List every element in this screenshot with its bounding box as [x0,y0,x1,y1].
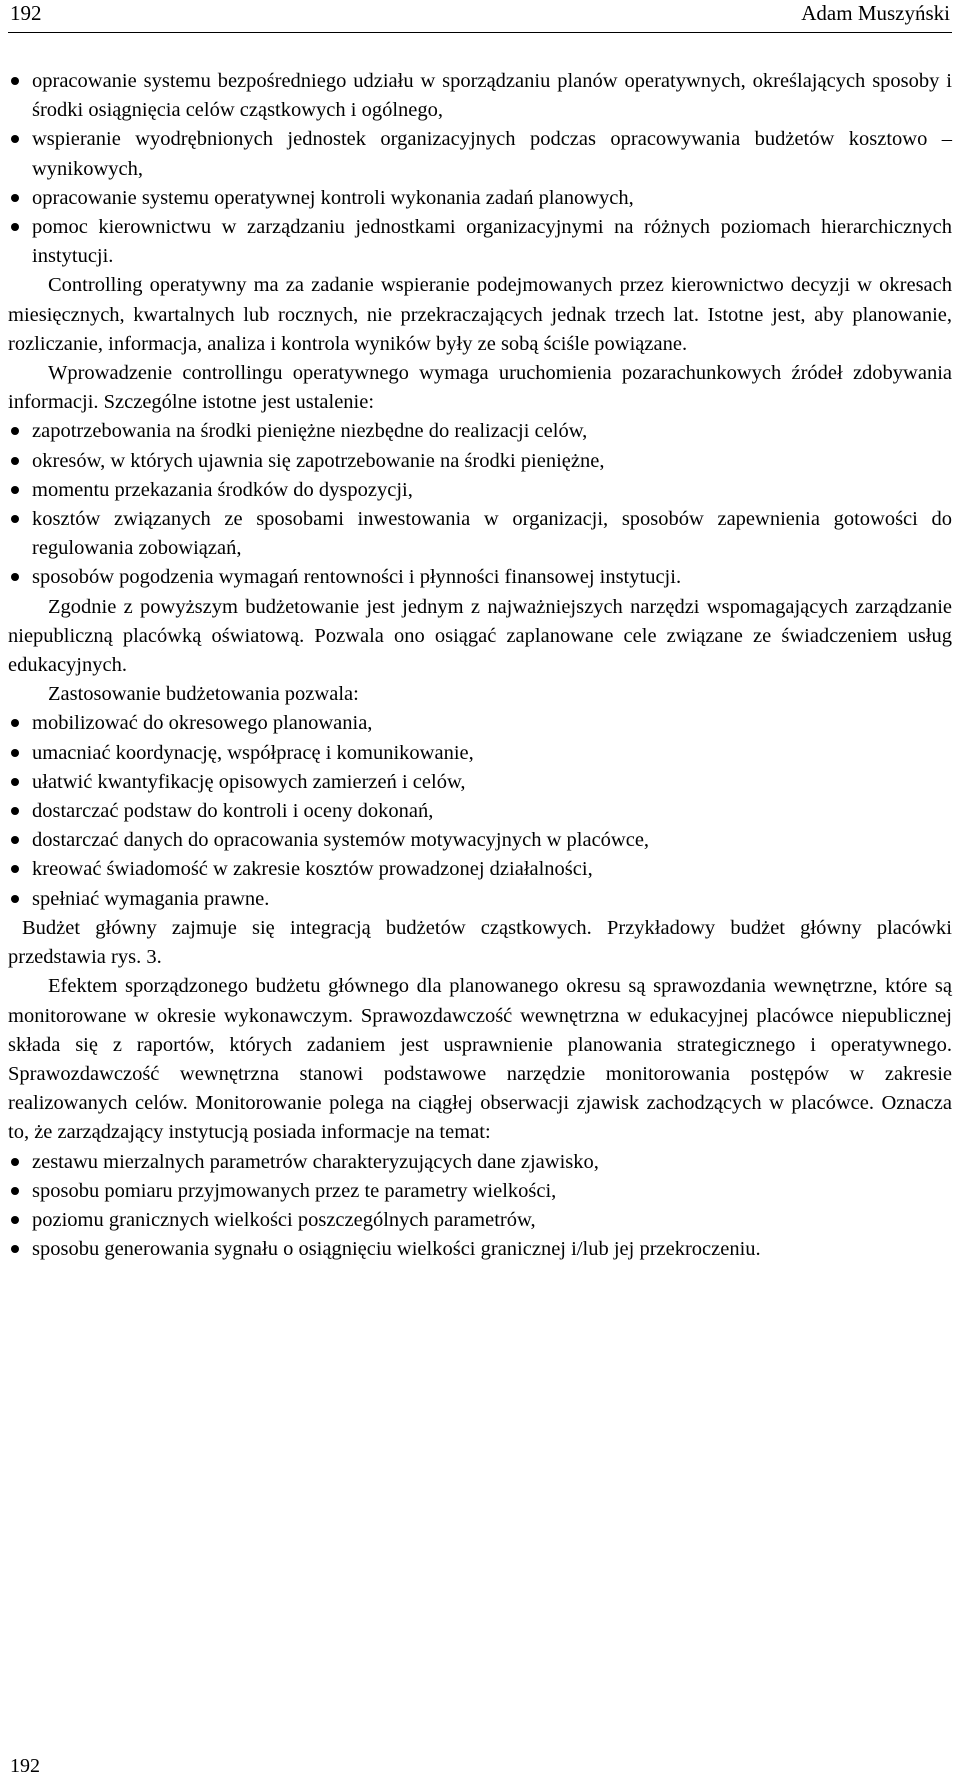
list-item: opracowanie systemu operatywnej kontroli wykonania zadań planowych, [32,184,952,213]
paragraph-budgeting-allows: Zastosowanie budżetowania pozwala: [48,683,359,706]
list-item: mobilizować do okresowego planowania, [32,709,952,738]
list-item: zapotrzebowania na środki pieniężne niezbędne do realizacji celów, [32,417,952,446]
list-item: sposobu generowania sygnału o osiągnięciu wielkości granicznej i/lub jej przekroczeniu. [32,1235,952,1264]
list-item: ułatwić kwantyfikację opisowych zamierzeń i celów, [32,768,952,797]
list-item: sposobu pomiaru przyjmowanych przez te parametry wielkości, [32,1177,952,1206]
list-item: kreować świadomość w zakresie kosztów prowadzonej działalności, [32,855,952,884]
list-item: dostarczać danych do opracowania systemów motywacyjnych w placówce, [32,826,952,855]
bullet-list-budgeting-benefits [8,709,952,913]
list-item: kosztów związanych ze sposobami inwestowania w organizacji, sposobów zapewnienia gotowości do regulowania zobowiązań, [32,505,952,563]
page-content [8,67,952,1264]
list-item: dostarczać podstaw do kontroli i oceny dokonań, [32,797,952,826]
bullet-list-controlling-tasks [8,67,952,271]
header-author: Adam Muszyński [801,1,950,25]
list-item: sposobów pogodzenia wymagań rentowności i płynności finansowej instytucji. [32,563,952,592]
list-item: zestawu mierzalnych parametrów charakteryzujących dane zjawisko, [32,1148,952,1177]
list-item: okresów, w których ujawnia się zapotrzebowanie na środki pieniężne, [32,447,952,476]
bullet-list-determinations [8,417,952,592]
list-item: pomoc kierownictwu w zarządzaniu jednostkami organizacyjnymi na różnych poziomach hierarchicznych instytucji. [32,213,952,271]
paragraph-internal-reporting: Efektem sporządzonego budżetu głównego dla planowanego okresu są sprawozdania wewnętrzne, które są monitorowane w okresie wykonawczym. Sprawozdawczość wewnętrzna w edukacyjnej placówce niepublicznej składa się z raportów, których zadaniem jest usprawnienie planowania strategicznego i operatywnego. Sprawozdawczość wewnętrzna stanowi podstawowe narzędzie monitorowania postępów w zakresie realizowanych celów. Monitorowanie polega na ciągłej obserwacji zjawisk zachodzących w placówce. Oznacza to, że zarządzający instytucją posiada informacje na temat: [8,975,952,1144]
bullet-list-monitoring-info [8,1148,952,1265]
page-header [8,0,952,33]
list-item: opracowanie systemu bezpośredniego udziału w sporządzaniu planów operatywnych, określających sposoby i środki osiągnięcia celów cząstkowych i ogólnego, [32,67,952,125]
list-item: wspieranie wyodrębnionych jednostek organizacyjnych podczas opracowywania budżetów kosztowo – wynikowych, [32,125,952,183]
list-item: spełniać wymagania prawne. [32,885,952,914]
paragraph-budgeting-tool: Zgodnie z powyższym budżetowanie jest jednym z najważniejszych narzędzi wspomagających zarządzanie niepubliczną placówką oświatową. Pozwala ono osiągać zaplanowane cele związane ze świadczeniem usług edukacyjnych. [8,595,952,677]
paragraph-information-sources: Wprowadzenie controllingu operatywnego wymaga uruchomienia pozarachunkowych źródeł zdobywania informacji. Szczególne istotne jest ustalenie: [8,362,952,414]
footer-page-number: 192 [10,1755,40,1777]
paragraph-master-budget: Budżet główny zajmuje się integracją budżetów cząstkowych. Przykładowy budżet główny placówki przedstawia rys. 3. [8,916,952,969]
list-item: momentu przekazania środków do dyspozycji, [32,476,952,505]
list-item: umacniać koordynację, współpracę i komunikowanie, [32,739,952,768]
header-page-number: 192 [10,1,42,25]
paragraph-operational-controlling: Controlling operatywny ma za zadanie wspieranie podejmowanych przez kierownictwo decyzji w okresach miesięcznych, kwartalnych lub rocznych, nie przekraczających jednak trzech lat. Istotne jest, aby planowanie, rozliczanie, informacja, analiza i kontrola wyników były ze sobą ściśle powiązane. [8,274,952,355]
list-item: poziomu granicznych wielkości poszczególnych parametrów, [32,1206,952,1235]
